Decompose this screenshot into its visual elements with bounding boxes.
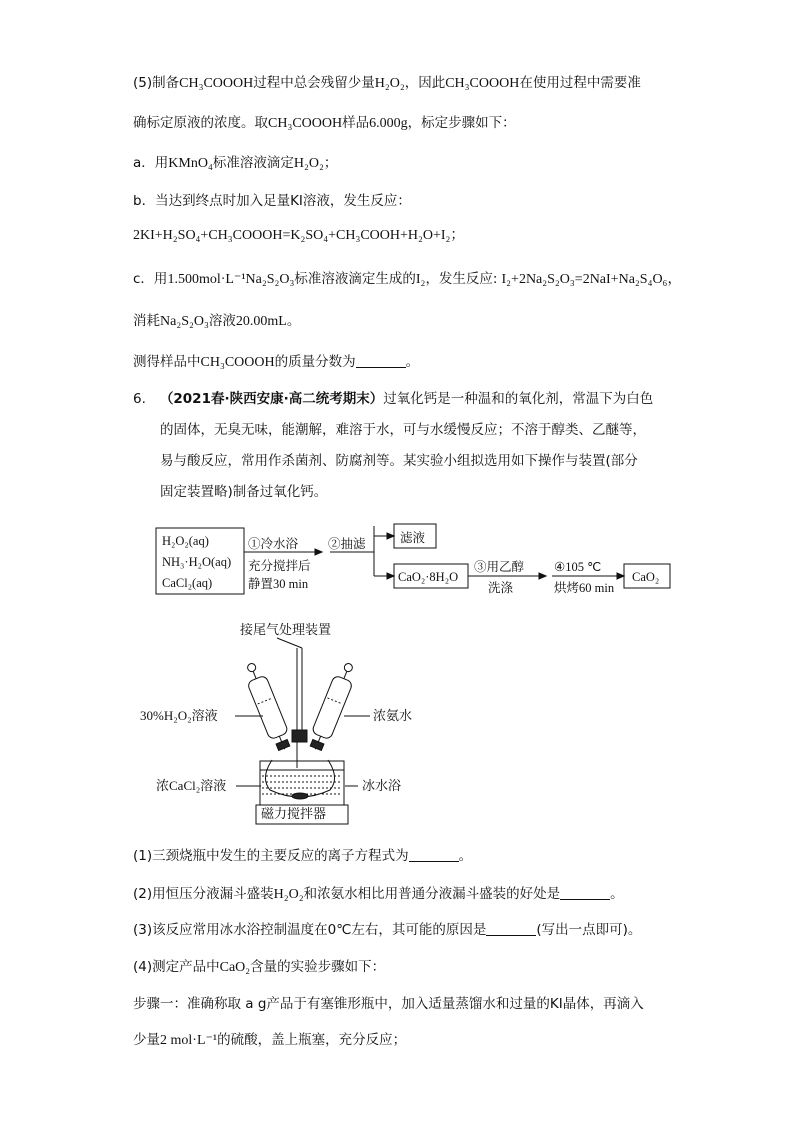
equation: I₂+2Na₂S₂O₃=2NaI+Na₂S₄O₆， xyxy=(501,272,682,287)
q5-equation-b xyxy=(133,226,464,246)
q6-line-3: 易与酸反应，常用作杀菌剂、防腐剂等。某实验小组拟选用如下操作与装置(部分 xyxy=(160,453,638,469)
text: 溶液 xyxy=(208,313,236,329)
q5-result xyxy=(133,352,419,373)
step-1-time: 静置30 min xyxy=(248,577,309,591)
q6-line-4: 固定装置略)制备过氧化钙。 xyxy=(160,484,328,500)
text: (5)制备 xyxy=(133,75,180,91)
text: 样品 xyxy=(342,115,370,131)
answer-blank[interactable] xyxy=(409,847,459,862)
center-stopper xyxy=(292,730,307,742)
q6-sub-1 xyxy=(133,846,472,866)
q6-sub-3 xyxy=(133,920,641,940)
text: 测得样品中 xyxy=(133,354,201,370)
q5-step-a xyxy=(133,153,337,174)
text: b．当达到终点时加入足量KI溶液，发生反应： xyxy=(133,193,411,209)
step-1-label: ①冷水浴 xyxy=(248,537,299,551)
q6-step-1-line-2 xyxy=(133,1030,406,1051)
reagent-cacl2: CaCl₂(aq) xyxy=(162,576,213,590)
text: 的质量分数为 xyxy=(274,354,356,370)
text: (3)该反应常用冰水浴控制温度在0℃左右，其可能的原因是 xyxy=(133,922,487,938)
ammonia-label: 浓氨水 xyxy=(373,708,413,723)
formula: CH₃COOOH xyxy=(200,355,275,370)
text: 在使用过程中需要准 xyxy=(519,75,641,91)
ice-bath-label: 冰水浴 xyxy=(362,778,402,793)
text: 少量 xyxy=(133,1032,160,1048)
q5-step-b xyxy=(133,191,411,211)
formula: CaO₂ xyxy=(219,960,251,975)
formula: I₂ xyxy=(415,272,426,287)
formula: H₂O₂ xyxy=(374,76,405,91)
stirrer-label: 磁力搅拌器 xyxy=(261,806,327,821)
formula: H₂O₂ xyxy=(273,887,304,902)
q5-step-c xyxy=(133,269,681,290)
mass-value: 6.000g xyxy=(369,116,408,131)
three-neck-flask xyxy=(265,760,334,797)
q5-line-2 xyxy=(133,113,516,134)
product-label: CaO₂ xyxy=(632,570,660,584)
text: (写出一点即可)。 xyxy=(536,922,642,938)
q6-line-1 xyxy=(133,389,653,409)
right-funnel xyxy=(306,660,359,753)
q6-sub-2 xyxy=(133,884,624,905)
step-3-label: ③用乙醇 xyxy=(474,560,525,574)
question-number: 6. xyxy=(133,391,146,407)
formula: H₂O₂ xyxy=(293,156,324,171)
concentration: 1.500mol·L⁻¹Na₂S₂O₃ xyxy=(167,272,295,287)
formula: CH₃COOOH xyxy=(445,76,520,91)
reagent-nh3: NH₃·H₂O(aq) xyxy=(162,555,232,569)
answer-blank[interactable] xyxy=(560,885,610,900)
left-funnel xyxy=(241,660,294,753)
q6-line-2: 的固体，无臭无味，能潮解，难溶于水，可与水缓慢反应；不溶于醇类、乙醚等， xyxy=(160,422,646,438)
text: (4)测定产品中 xyxy=(133,959,220,975)
text: 消耗 xyxy=(133,313,160,329)
text: 。 xyxy=(286,313,301,329)
text: 的硫酸，盖上瓶塞，充分反应； xyxy=(217,1032,407,1048)
text: a．用 xyxy=(133,155,169,171)
q6-step-1-line-1: 步骤一：准确称取 a g产品于有塞锥形瓶中，加入适量蒸馏水和过量的KI晶体，再滴入 xyxy=(133,996,644,1012)
text: (1)三颈烧瓶中发生的主要反应的离子方程式为 xyxy=(133,848,409,864)
step-1-detail: 充分搅拌后 xyxy=(248,559,311,573)
apparatus-diagram xyxy=(140,618,440,828)
answer-blank[interactable] xyxy=(486,921,536,936)
formula: KMnO₄ xyxy=(168,156,213,171)
text: 标准溶液滴定 xyxy=(212,155,294,171)
formula: CH₃COOOH xyxy=(268,116,343,131)
q6-sub-4 xyxy=(133,957,385,978)
text: 确标定原液的浓度。取 xyxy=(133,115,268,131)
text: ，因此 xyxy=(404,75,446,91)
text: 过程中总会残留少量 xyxy=(253,75,375,91)
flow-diagram xyxy=(150,518,680,600)
filtrate-label: 滤液 xyxy=(400,531,426,545)
text: 。 xyxy=(405,354,420,370)
text: ； xyxy=(323,155,338,171)
step-2-label: ②抽滤 xyxy=(328,537,366,551)
h2o2-label: 30%H₂O₂溶液 xyxy=(140,708,218,723)
text: (2)用恒压分液漏斗盛装 xyxy=(133,886,274,902)
reagent-h2o2: H₂O₂(aq) xyxy=(162,534,209,548)
text: ，标定步骤如下： xyxy=(407,115,516,131)
formula: Na₂S₂O₃ xyxy=(160,314,209,329)
step-3-detail: 洗涤 xyxy=(488,581,514,595)
q5-step-d xyxy=(133,311,300,332)
question-source: （2021春·陕西安康·高二统考期末） xyxy=(159,391,384,407)
text: c．用 xyxy=(133,271,168,287)
text: 和浓氨水相比用普通分液漏斗盛装的好处是 xyxy=(303,886,561,902)
text: 过氧化钙是一种温和的氧化剂，常温下为白色 xyxy=(383,391,654,407)
text: 含量的实验步骤如下： xyxy=(250,959,386,975)
text: 标准溶液滴定生成的 xyxy=(294,271,416,287)
solid-label: CaO₂·8H₂O xyxy=(398,570,459,584)
answer-blank[interactable] xyxy=(356,353,406,368)
concentration: 2 mol·L⁻¹ xyxy=(160,1033,218,1048)
step-4-detail: 烘烤60 min xyxy=(554,581,615,595)
text: ，发生反应: xyxy=(425,271,498,287)
cacl2-label: 浓CaCl₂溶液 xyxy=(156,778,227,793)
q5-line-1 xyxy=(133,73,641,94)
equation: 2KI+H₂SO₄+CH₃COOOH=K₂SO₄+CH₃COOH+H₂O+I₂； xyxy=(133,228,465,243)
volume-value: 20.00mL xyxy=(235,314,287,329)
tail-gas-label: 接尾气处理装置 xyxy=(240,622,332,637)
step-4-label: ④105 ℃ xyxy=(554,560,602,574)
formula: CH₃COOOH xyxy=(179,76,254,91)
text: 。 xyxy=(610,886,624,902)
text: 。 xyxy=(458,848,473,864)
